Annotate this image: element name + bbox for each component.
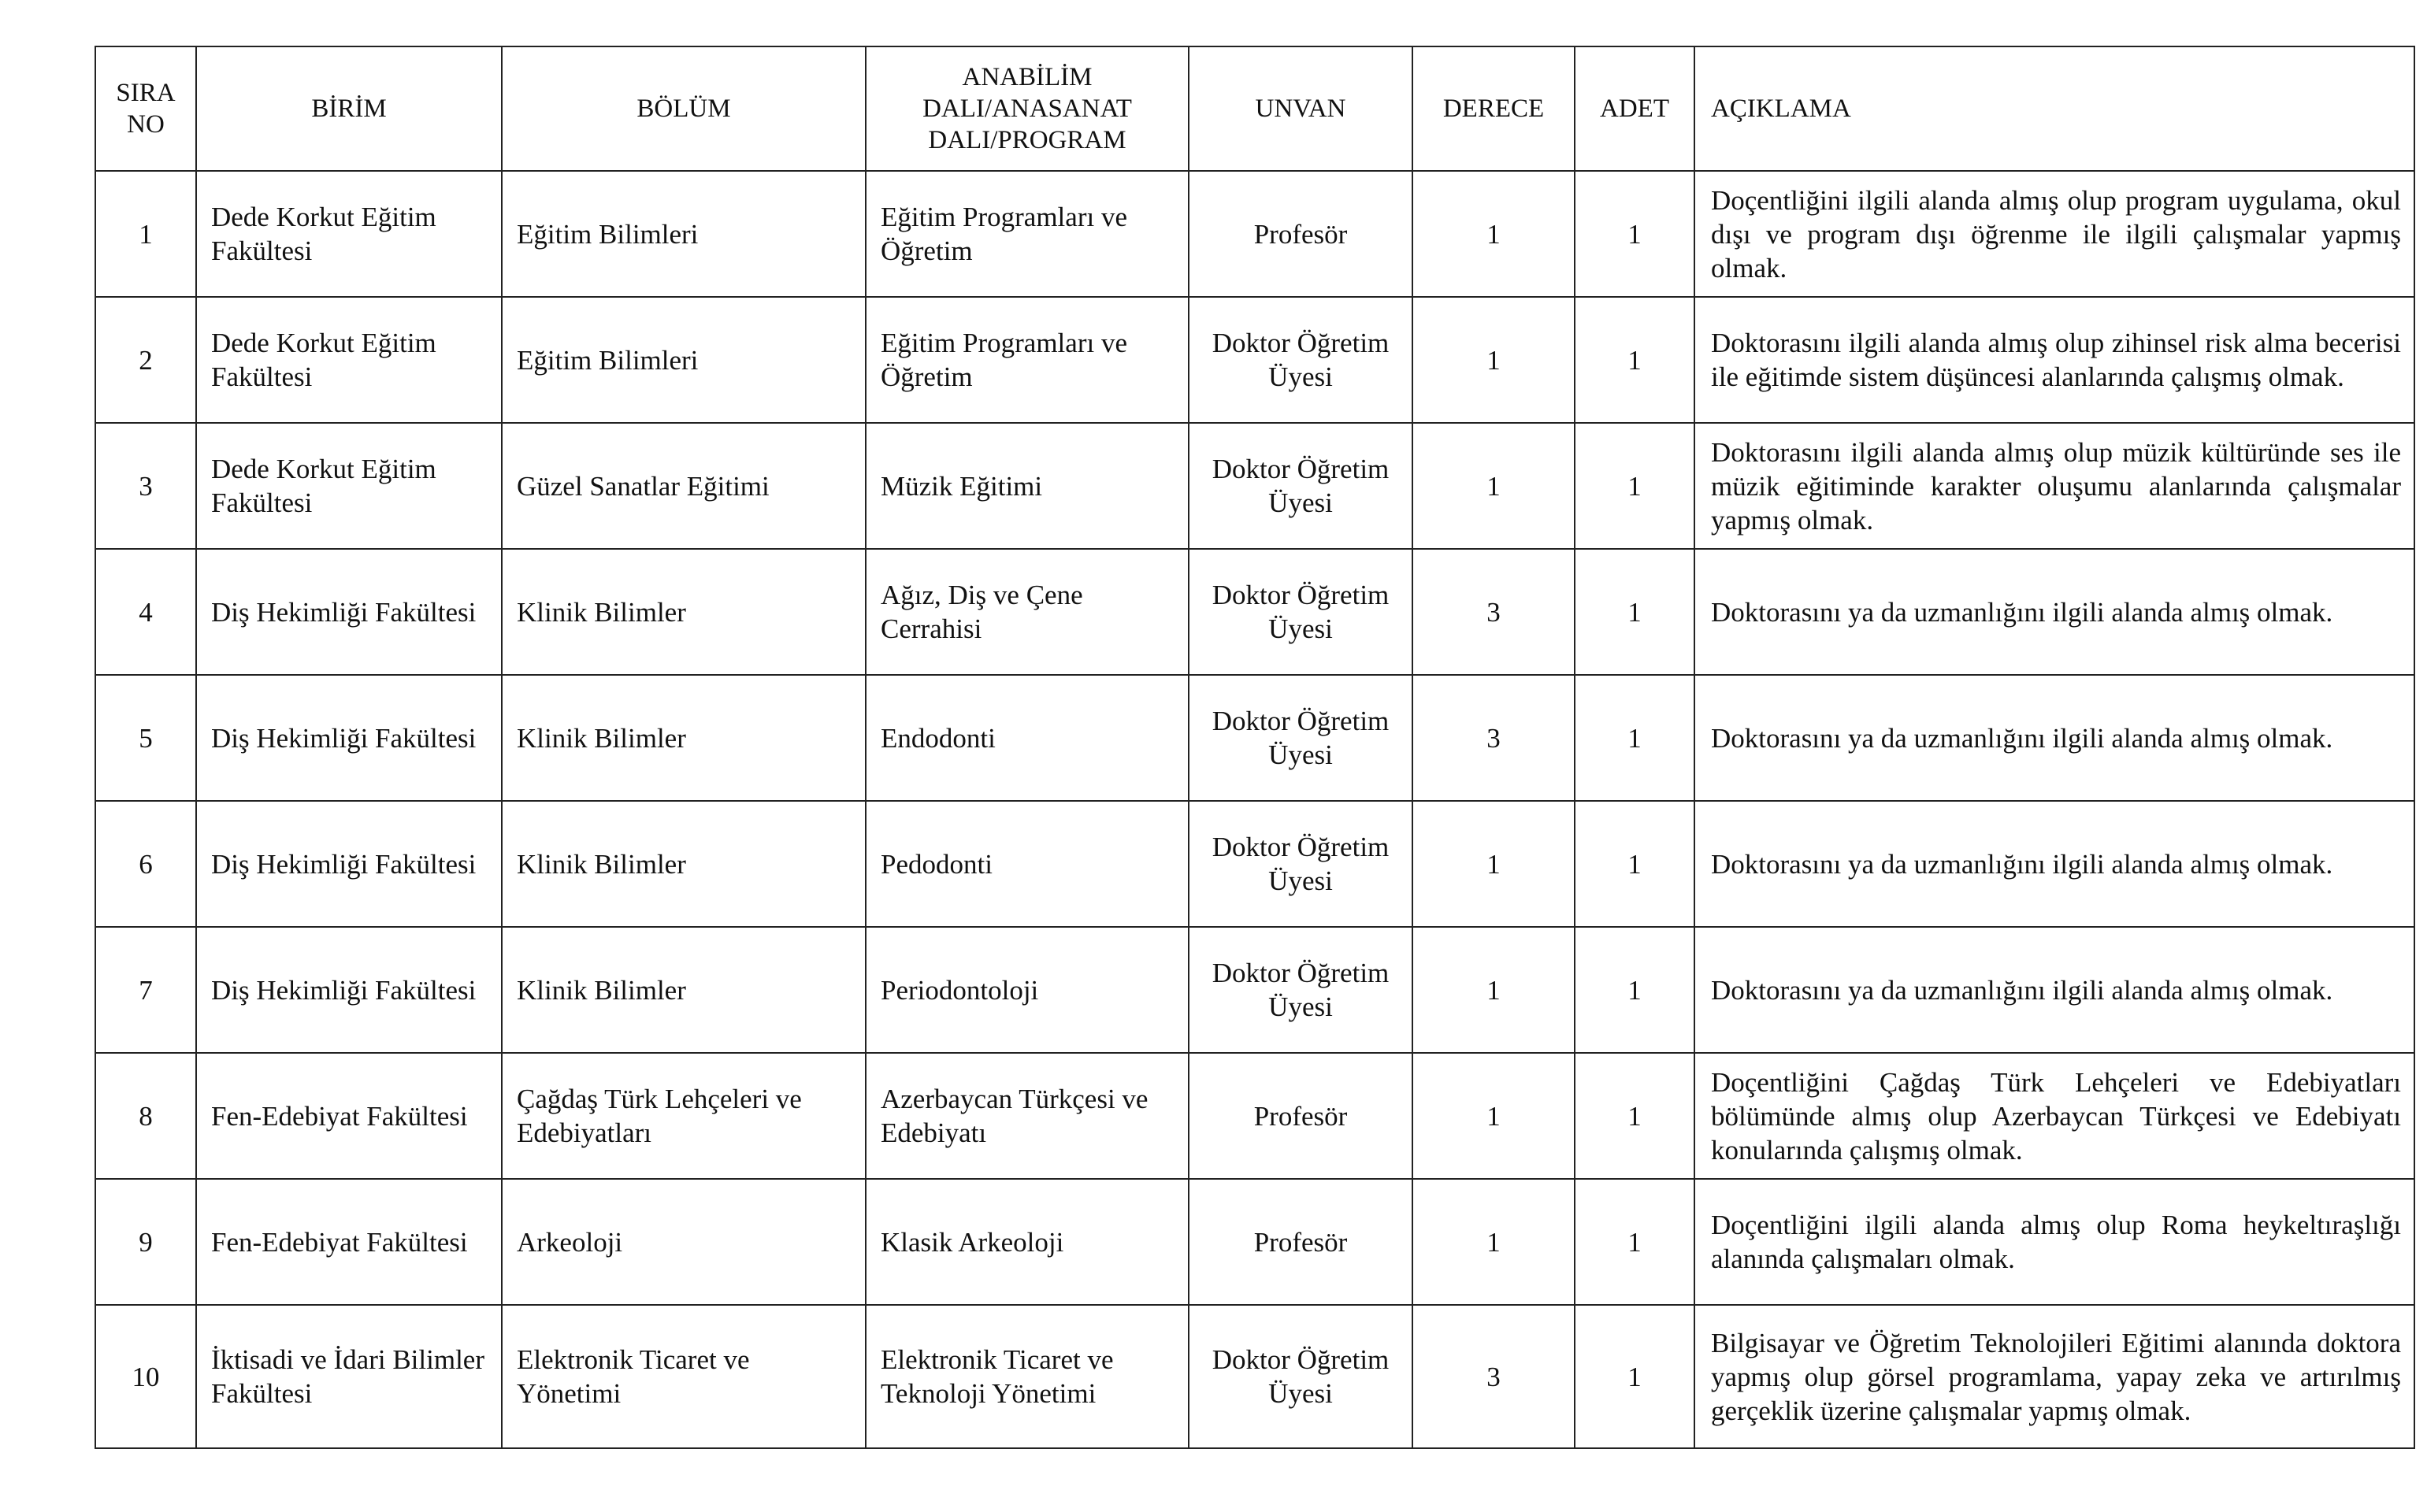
cell-adet: 1 [1575, 423, 1694, 549]
cell-bolum: Klinik Bilimler [502, 801, 866, 927]
cell-bolum: Çağdaş Türk Lehçeleri ve Edebiyatları [502, 1053, 866, 1179]
cell-adet: 1 [1575, 1053, 1694, 1179]
cell-aciklama: Doktorasını ya da uzmanlığını ilgili alanda almış olmak. [1694, 675, 2414, 801]
cell-aciklama: Doktorasını ya da uzmanlığını ilgili alanda almış olmak. [1694, 549, 2414, 675]
header-anabilim-line-1: ANABİLİM [962, 63, 1093, 91]
cell-unvan: Doktor Öğretim Üyesi [1189, 297, 1412, 423]
cell-no: 8 [95, 1053, 196, 1179]
cell-aciklama: Doktorasını ya da uzmanlığını ilgili alanda almış olmak. [1694, 801, 2414, 927]
cell-bolum: Güzel Sanatlar Eğitimi [502, 423, 866, 549]
cell-no: 1 [95, 171, 196, 297]
cell-birim: Diş Hekimliği Fakültesi [196, 927, 502, 1053]
cell-aciklama: Doktorasını ya da uzmanlığını ilgili alanda almış olmak. [1694, 927, 2414, 1053]
cell-aciklama: Doçentliğini ilgili alanda almış olup Roma heykeltıraşlığı alanında çalışmaları olmak. [1694, 1179, 2414, 1305]
cell-no: 9 [95, 1179, 196, 1305]
cell-anabilim: Eğitim Programları ve Öğretim [866, 297, 1189, 423]
cell-aciklama: Doçentliğini ilgili alanda almış olup program uygulama, okul dışı ve program dışı öğrenme ile ilgili çalışmalar yapmış olmak. [1694, 171, 2414, 297]
cell-adet: 1 [1575, 1179, 1694, 1305]
cell-aciklama: Doktorasını ilgili alanda almış olup zihinsel risk alma becerisi ile eğitimde sistem düşüncesi alanlarında çalışmış olmak. [1694, 297, 2414, 423]
cell-aciklama: Bilgisayar ve Öğretim Teknolojileri Eğitimi alanında doktora yapmış olup görsel programlama, yapay zeka ve artırılmış gerçeklik üzerine çalışmalar yapmış olmak. [1694, 1305, 2414, 1448]
cell-anabilim: Periodontoloji [866, 927, 1189, 1053]
header-anabilim-line-2: DALI/ANASANAT [922, 94, 1132, 123]
cell-anabilim: Klasik Arkeoloji [866, 1179, 1189, 1305]
table-row [95, 801, 2414, 927]
positions-document [95, 46, 2414, 1449]
cell-birim: Dede Korkut Eğitim Fakültesi [196, 171, 502, 297]
header-bolum: BÖLÜM [502, 46, 866, 171]
cell-adet: 1 [1575, 549, 1694, 675]
cell-derece: 3 [1412, 675, 1575, 801]
cell-derece: 1 [1412, 297, 1575, 423]
cell-no: 6 [95, 801, 196, 927]
cell-no: 4 [95, 549, 196, 675]
header-sira-line: SIRA [116, 79, 176, 107]
cell-unvan: Profesör [1189, 1179, 1412, 1305]
cell-adet: 1 [1575, 801, 1694, 927]
cell-aciklama: Doçentliğini Çağdaş Türk Lehçeleri ve Edebiyatları bölümünde almış olup Azerbaycan Türkçesi ve Edebiyatı konularında çalışmış olmak. [1694, 1053, 2414, 1179]
header-adet: ADET [1575, 46, 1694, 171]
cell-derece: 3 [1412, 549, 1575, 675]
cell-unvan: Profesör [1189, 1053, 1412, 1179]
cell-unvan: Doktor Öğretim Üyesi [1189, 675, 1412, 801]
cell-unvan: Profesör [1189, 171, 1412, 297]
cell-bolum: Eğitim Bilimleri [502, 171, 866, 297]
table-row [95, 1305, 2414, 1448]
cell-bolum: Elektronik Ticaret ve Yönetimi [502, 1305, 866, 1448]
header-anabilim [866, 46, 1189, 171]
cell-no: 3 [95, 423, 196, 549]
cell-bolum: Arkeoloji [502, 1179, 866, 1305]
header-derece: DERECE [1412, 46, 1575, 171]
header-anabilim-line-3: DALI/PROGRAM [928, 126, 1126, 154]
cell-anabilim: Müzik Eğitimi [866, 423, 1189, 549]
header-birim: BİRİM [196, 46, 502, 171]
cell-birim: Dede Korkut Eğitim Fakültesi [196, 297, 502, 423]
cell-unvan: Doktor Öğretim Üyesi [1189, 423, 1412, 549]
cell-birim: Diş Hekimliği Fakültesi [196, 801, 502, 927]
cell-unvan: Doktor Öğretim Üyesi [1189, 549, 1412, 675]
cell-adet: 1 [1575, 297, 1694, 423]
cell-birim: Fen-Edebiyat Fakültesi [196, 1053, 502, 1179]
cell-birim: İktisadi ve İdari Bilimler Fakültesi [196, 1305, 502, 1448]
cell-anabilim: Endodonti [866, 675, 1189, 801]
cell-derece: 1 [1412, 1179, 1575, 1305]
cell-adet: 1 [1575, 675, 1694, 801]
cell-anabilim: Elektronik Ticaret ve Teknoloji Yönetimi [866, 1305, 1189, 1448]
table-row [95, 297, 2414, 423]
cell-adet: 1 [1575, 927, 1694, 1053]
cell-aciklama: Doktorasını ilgili alanda almış olup müzik kültüründe ses ile müzik eğitiminde karakter oluşumu alanlarında çalışmalar yapmış olmak. [1694, 423, 2414, 549]
table-row [95, 927, 2414, 1053]
table-row [95, 549, 2414, 675]
cell-anabilim: Pedodonti [866, 801, 1189, 927]
cell-birim: Diş Hekimliği Fakültesi [196, 675, 502, 801]
table-row [95, 675, 2414, 801]
cell-adet: 1 [1575, 171, 1694, 297]
table-row [95, 423, 2414, 549]
table-row [95, 1179, 2414, 1305]
header-sira-no [95, 46, 196, 171]
cell-birim: Dede Korkut Eğitim Fakültesi [196, 423, 502, 549]
cell-derece: 1 [1412, 927, 1575, 1053]
cell-derece: 1 [1412, 1053, 1575, 1179]
cell-birim: Fen-Edebiyat Fakültesi [196, 1179, 502, 1305]
cell-unvan: Doktor Öğretim Üyesi [1189, 927, 1412, 1053]
header-aciklama: AÇIKLAMA [1694, 46, 2414, 171]
positions-table [95, 46, 2415, 1449]
header-no-line: NO [127, 110, 165, 139]
cell-derece: 1 [1412, 801, 1575, 927]
cell-no: 10 [95, 1305, 196, 1448]
cell-unvan: Doktor Öğretim Üyesi [1189, 1305, 1412, 1448]
table-row [95, 1053, 2414, 1179]
cell-bolum: Klinik Bilimler [502, 675, 866, 801]
cell-derece: 3 [1412, 1305, 1575, 1448]
cell-no: 5 [95, 675, 196, 801]
cell-birim: Diş Hekimliği Fakültesi [196, 549, 502, 675]
cell-bolum: Eğitim Bilimleri [502, 297, 866, 423]
table-row [95, 171, 2414, 297]
cell-bolum: Klinik Bilimler [502, 549, 866, 675]
cell-anabilim: Azerbaycan Türkçesi ve Edebiyatı [866, 1053, 1189, 1179]
cell-bolum: Klinik Bilimler [502, 927, 866, 1053]
cell-derece: 1 [1412, 171, 1575, 297]
cell-no: 7 [95, 927, 196, 1053]
cell-derece: 1 [1412, 423, 1575, 549]
table-header-row [95, 46, 2414, 171]
cell-anabilim: Ağız, Diş ve Çene Cerrahisi [866, 549, 1189, 675]
cell-unvan: Doktor Öğretim Üyesi [1189, 801, 1412, 927]
header-unvan: UNVAN [1189, 46, 1412, 171]
cell-adet: 1 [1575, 1305, 1694, 1448]
cell-no: 2 [95, 297, 196, 423]
cell-anabilim: Eğitim Programları ve Öğretim [866, 171, 1189, 297]
